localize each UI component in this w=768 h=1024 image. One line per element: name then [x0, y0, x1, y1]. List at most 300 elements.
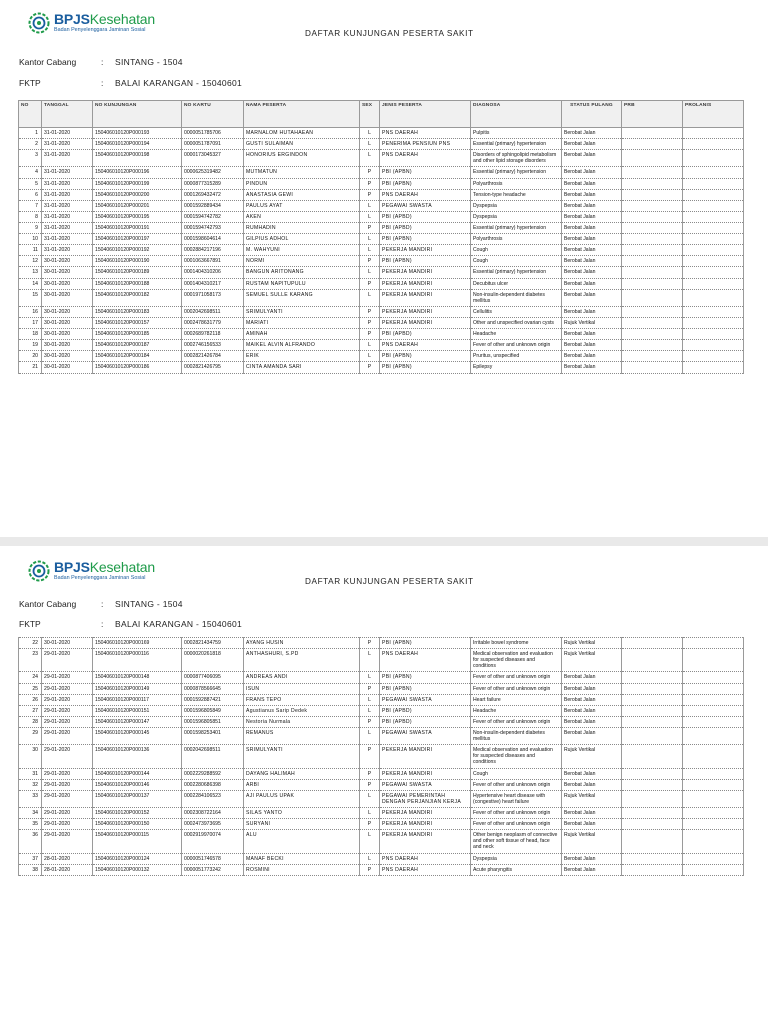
- col-header-diagnosa: DIAGNOSA: [471, 101, 562, 128]
- cell-no-kunjungan: 150406010120P000200: [93, 189, 182, 200]
- cell-jenis-peserta: PBI (APBD): [380, 222, 471, 233]
- kantor-cabang-row: [19, 57, 183, 67]
- cell-prolanis: [683, 234, 744, 245]
- cell-diagnosa: Cough: [471, 256, 562, 267]
- cell-prb: [622, 649, 683, 672]
- cell-no: 36: [19, 830, 42, 853]
- cell-no-kartu: 0001596805851: [182, 716, 244, 727]
- cell-sex: L: [360, 267, 380, 278]
- cell-no-kunjungan: 150406010120P000186: [93, 362, 182, 373]
- cell-sex: P: [360, 864, 380, 875]
- cell-diagnosa: Non-insulin-dependent diabetes mellitus: [471, 727, 562, 744]
- cell-no-kunjungan: 150406010120P000169: [93, 638, 182, 649]
- cell-diagnosa: Polyarthrosis: [471, 234, 562, 245]
- cell-no: 10: [19, 234, 42, 245]
- col-header-no-kartu: NO KARTU: [182, 101, 244, 128]
- cell-status-pulang: Berobat Jalan: [562, 128, 622, 139]
- cell-jenis-peserta: PEGAWAI SWASTA: [380, 727, 471, 744]
- cell-diagnosa: Headache: [471, 705, 562, 716]
- cell-no-kartu: 0002042698511: [182, 745, 244, 768]
- table-row: [19, 128, 744, 139]
- cell-no: 33: [19, 790, 42, 807]
- col-header-no-kunjungan: NO KUNJUNGAN: [93, 101, 182, 128]
- table-row: [19, 256, 744, 267]
- cell-nama-peserta: SRIMULYANTI: [244, 745, 360, 768]
- cell-no-kunjungan: 150406010120P000117: [93, 694, 182, 705]
- cell-no-kartu: 0001594742793: [182, 222, 244, 233]
- cell-nama-peserta: ARBI: [244, 779, 360, 790]
- cell-no: 32: [19, 779, 42, 790]
- cell-nama-peserta: MANAF BECKI: [244, 853, 360, 864]
- cell-status-pulang: Berobat Jalan: [562, 267, 622, 278]
- cell-status-pulang: Berobat Jalan: [562, 222, 622, 233]
- cell-tanggal: 30-01-2020: [42, 362, 93, 373]
- cell-nama-peserta: ALU: [244, 830, 360, 853]
- cell-tanggal: 29-01-2020: [42, 745, 93, 768]
- cell-prolanis: [683, 139, 744, 150]
- cell-jenis-peserta: PEGAWAI SWASTA: [380, 694, 471, 705]
- cell-nama-peserta: AMINAH: [244, 329, 360, 340]
- colon: :: [101, 619, 104, 629]
- table-row: [19, 150, 744, 167]
- cell-prolanis: [683, 222, 744, 233]
- cell-status-pulang: Berobat Jalan: [562, 139, 622, 150]
- colon: :: [101, 599, 104, 609]
- cell-jenis-peserta: PBI (APBD): [380, 716, 471, 727]
- logo-brand-main: BPJS: [54, 559, 90, 576]
- cell-no: 28: [19, 716, 42, 727]
- cell-sex: P: [360, 638, 380, 649]
- cell-prolanis: [683, 178, 744, 189]
- cell-no-kartu: 0000051787091: [182, 139, 244, 150]
- cell-jenis-peserta: PBI (APBN): [380, 683, 471, 694]
- cell-no: 38: [19, 864, 42, 875]
- table-row: [19, 317, 744, 328]
- cell-sex: L: [360, 200, 380, 211]
- cell-jenis-peserta: PBI (APBN): [380, 672, 471, 683]
- cell-diagnosa: Essential (primary) hypertension: [471, 167, 562, 178]
- logo-brand-accent: Kesehatan: [89, 11, 155, 28]
- cell-status-pulang: Berobat Jalan: [562, 329, 622, 340]
- cell-no-kartu: 0002919970074: [182, 830, 244, 853]
- cell-status-pulang: Berobat Jalan: [562, 853, 622, 864]
- cell-jenis-peserta: PBI (APBN): [380, 638, 471, 649]
- cell-no-kunjungan: 150406010120P000187: [93, 340, 182, 351]
- cell-no: 2: [19, 139, 42, 150]
- cell-sex: L: [360, 128, 380, 139]
- cell-prolanis: [683, 779, 744, 790]
- cell-jenis-peserta: PNS DAERAH: [380, 853, 471, 864]
- table-row: [19, 694, 744, 705]
- cell-prolanis: [683, 362, 744, 373]
- cell-prb: [622, 306, 683, 317]
- cell-jenis-peserta: PBI (APBD): [380, 329, 471, 340]
- cell-no: 17: [19, 317, 42, 328]
- cell-prb: [622, 234, 683, 245]
- cell-no: 31: [19, 768, 42, 779]
- cell-diagnosa: Epilepsy: [471, 362, 562, 373]
- cell-no-kartu: 0002284106523: [182, 790, 244, 807]
- kantor-cabang-value: SINTANG - 1504: [115, 57, 183, 67]
- document-title: DAFTAR KUNJUNGAN PESERTA SAKIT: [305, 29, 474, 38]
- cell-nama-peserta: PAULUS AYAT: [244, 200, 360, 211]
- cell-nama-peserta: SURYANI: [244, 819, 360, 830]
- cell-no-kartu: 0000051773242: [182, 864, 244, 875]
- cell-no-kartu: 0002042698511: [182, 306, 244, 317]
- cell-prolanis: [683, 683, 744, 694]
- cell-no-kartu: 0001269432472: [182, 189, 244, 200]
- cell-no-kunjungan: 150406010120P000190: [93, 256, 182, 267]
- cell-diagnosa: Hypertensive heart disease with (congestive) heart failure: [471, 790, 562, 807]
- cell-nama-peserta: PINDUN: [244, 178, 360, 189]
- cell-nama-peserta: SEMUEL SULLE KARANG: [244, 289, 360, 306]
- cell-status-pulang: Rujuk Vertikal: [562, 745, 622, 768]
- cell-prb: [622, 222, 683, 233]
- cell-no-kunjungan: 150406010120P000124: [93, 853, 182, 864]
- cell-prb: [622, 245, 683, 256]
- cell-prb: [622, 351, 683, 362]
- cell-no-kunjungan: 150406010120P000137: [93, 790, 182, 807]
- cell-jenis-peserta: PEKERJA MANDIRI: [380, 289, 471, 306]
- cell-prb: [622, 807, 683, 818]
- cell-diagnosa: Essential (primary) hypertension: [471, 139, 562, 150]
- cell-status-pulang: Berobat Jalan: [562, 256, 622, 267]
- bpjs-logo: [28, 560, 155, 582]
- cell-prolanis: [683, 672, 744, 683]
- cell-prb: [622, 705, 683, 716]
- cell-prb: [622, 329, 683, 340]
- cell-diagnosa: Fever of other and unknown origin: [471, 779, 562, 790]
- cell-no: 12: [19, 256, 42, 267]
- cell-jenis-peserta: PBI (APBD): [380, 705, 471, 716]
- cell-sex: L: [360, 211, 380, 222]
- cell-status-pulang: Berobat Jalan: [562, 245, 622, 256]
- cell-diagnosa: Disorders of sphingolipid metabolism and other lipid storage disorders: [471, 150, 562, 167]
- bpjs-emblem-icon: [28, 12, 50, 34]
- cell-prolanis: [683, 745, 744, 768]
- cell-sex: L: [360, 150, 380, 167]
- table-row: [19, 745, 744, 768]
- kantor-cabang-row: [19, 599, 183, 609]
- cell-tanggal: 30-01-2020: [42, 340, 93, 351]
- cell-no-kunjungan: 150406010120P000150: [93, 819, 182, 830]
- col-header-status-pulang: STATUS PULANG: [562, 101, 622, 128]
- cell-nama-peserta: AKEN: [244, 211, 360, 222]
- cell-jenis-peserta: PNS DAERAH: [380, 150, 471, 167]
- cell-tanggal: 29-01-2020: [42, 683, 93, 694]
- cell-no-kunjungan: 150406010120P000195: [93, 211, 182, 222]
- cell-sex: L: [360, 351, 380, 362]
- col-header-sex: SEX: [360, 101, 380, 128]
- cell-status-pulang: Rujuk Vertikal: [562, 317, 622, 328]
- fktp-value: BALAI KARANGAN - 15040601: [115, 619, 243, 629]
- cell-tanggal: 31-01-2020: [42, 211, 93, 222]
- bpjs-logo: [28, 12, 155, 34]
- logo-brand-main: BPJS: [54, 11, 90, 28]
- cell-status-pulang: Berobat Jalan: [562, 819, 622, 830]
- cell-status-pulang: Berobat Jalan: [562, 234, 622, 245]
- cell-diagnosa: Cellulitis: [471, 306, 562, 317]
- cell-sex: P: [360, 745, 380, 768]
- cell-tanggal: 29-01-2020: [42, 705, 93, 716]
- cell-no-kartu: 0000877315289: [182, 178, 244, 189]
- cell-prolanis: [683, 128, 744, 139]
- cell-jenis-peserta: PEKERJA MANDIRI: [380, 768, 471, 779]
- cell-prolanis: [683, 638, 744, 649]
- cell-prolanis: [683, 864, 744, 875]
- cell-sex: P: [360, 329, 380, 340]
- table-row: [19, 222, 744, 233]
- cell-nama-peserta: SILAS YANTO: [244, 807, 360, 818]
- cell-no-kartu: 0002229288592: [182, 768, 244, 779]
- col-header-no: NO: [19, 101, 42, 128]
- cell-sex: L: [360, 705, 380, 716]
- cell-diagnosa: Pruritus, unspecified: [471, 351, 562, 362]
- table-row: [19, 864, 744, 875]
- cell-status-pulang: Berobat Jalan: [562, 178, 622, 189]
- cell-jenis-peserta: PBI (APBN): [380, 362, 471, 373]
- cell-status-pulang: Berobat Jalan: [562, 150, 622, 167]
- cell-prb: [622, 289, 683, 306]
- cell-prolanis: [683, 853, 744, 864]
- table-row: [19, 819, 744, 830]
- cell-tanggal: 28-01-2020: [42, 853, 93, 864]
- cell-status-pulang: Berobat Jalan: [562, 672, 622, 683]
- cell-no-kunjungan: 150406010120P000197: [93, 234, 182, 245]
- cell-diagnosa: Essential (primary) hypertension: [471, 267, 562, 278]
- cell-prb: [622, 178, 683, 189]
- cell-no-kartu: 0000625319482: [182, 167, 244, 178]
- cell-no-kunjungan: 150406010120P000151: [93, 705, 182, 716]
- cell-tanggal: 31-01-2020: [42, 222, 93, 233]
- table-row: [19, 638, 744, 649]
- cell-no: 13: [19, 267, 42, 278]
- cell-no-kunjungan: 150406010120P000144: [93, 768, 182, 779]
- cell-jenis-peserta: PEKERJA MANDIRI: [380, 317, 471, 328]
- cell-status-pulang: Berobat Jalan: [562, 362, 622, 373]
- cell-tanggal: 28-01-2020: [42, 864, 93, 875]
- cell-diagnosa: Acute pharyngitis: [471, 864, 562, 875]
- cell-no-kartu: 0002689782118: [182, 329, 244, 340]
- cell-diagnosa: Heart failure: [471, 694, 562, 705]
- cell-jenis-peserta: PEGAWAI SWASTA: [380, 200, 471, 211]
- cell-no-kartu: 0000020261818: [182, 649, 244, 672]
- cell-nama-peserta: GILPIUS ADHOL: [244, 234, 360, 245]
- cell-status-pulang: Berobat Jalan: [562, 340, 622, 351]
- cell-no-kartu: 0002884217196: [182, 245, 244, 256]
- cell-tanggal: 29-01-2020: [42, 830, 93, 853]
- cell-jenis-peserta: PEGAWAI SWASTA: [380, 779, 471, 790]
- visit-table-page-1: [18, 100, 744, 374]
- table-row: [19, 178, 744, 189]
- cell-no-kunjungan: 150406010120P000199: [93, 178, 182, 189]
- cell-no-kunjungan: 150406010120P000182: [93, 289, 182, 306]
- cell-no-kunjungan: 150406010120P000196: [93, 167, 182, 178]
- cell-tanggal: 30-01-2020: [42, 267, 93, 278]
- cell-no-kunjungan: 150406010120P000198: [93, 150, 182, 167]
- cell-no-kunjungan: 150406010120P000147: [93, 716, 182, 727]
- cell-no-kunjungan: 150406010120P000146: [93, 779, 182, 790]
- cell-diagnosa: Decubitus ulcer: [471, 278, 562, 289]
- table-row: [19, 727, 744, 744]
- cell-nama-peserta: ANTHASHURI, S.PD: [244, 649, 360, 672]
- cell-prolanis: [683, 289, 744, 306]
- cell-tanggal: 31-01-2020: [42, 189, 93, 200]
- cell-no-kunjungan: 150406010120P000149: [93, 683, 182, 694]
- cell-sex: L: [360, 672, 380, 683]
- cell-sex: P: [360, 306, 380, 317]
- cell-no: 29: [19, 727, 42, 744]
- cell-nama-peserta: RUMHADIN: [244, 222, 360, 233]
- cell-no-kartu: 0002308722164: [182, 807, 244, 818]
- table-row: [19, 853, 744, 864]
- cell-no: 8: [19, 211, 42, 222]
- cell-jenis-peserta: PNS DAERAH: [380, 128, 471, 139]
- cell-tanggal: 30-01-2020: [42, 306, 93, 317]
- cell-status-pulang: Berobat Jalan: [562, 705, 622, 716]
- table-row: [19, 705, 744, 716]
- cell-diagnosa: Dyspepsia: [471, 853, 562, 864]
- table-row: [19, 278, 744, 289]
- cell-prolanis: [683, 819, 744, 830]
- cell-tanggal: 31-01-2020: [42, 200, 93, 211]
- cell-diagnosa: Fever of other and unknown origin: [471, 340, 562, 351]
- cell-prolanis: [683, 211, 744, 222]
- kantor-cabang-value: SINTANG - 1504: [115, 599, 183, 609]
- cell-no-kartu: 0001592887421: [182, 694, 244, 705]
- cell-diagnosa: Headache: [471, 329, 562, 340]
- cell-no: 16: [19, 306, 42, 317]
- cell-no: 21: [19, 362, 42, 373]
- cell-nama-peserta: ANASTASIA GEWI: [244, 189, 360, 200]
- cell-no: 20: [19, 351, 42, 362]
- cell-prolanis: [683, 167, 744, 178]
- table-row: [19, 362, 744, 373]
- cell-no-kartu: 0001596805849: [182, 705, 244, 716]
- logo-brand-sub: Badan Penyelenggara Jaminan Sosial: [54, 575, 146, 582]
- cell-sex: P: [360, 256, 380, 267]
- cell-sex: P: [360, 716, 380, 727]
- cell-no: 25: [19, 683, 42, 694]
- cell-no-kartu: 0001971058173: [182, 289, 244, 306]
- cell-sex: P: [360, 779, 380, 790]
- cell-sex: P: [360, 189, 380, 200]
- cell-diagnosa: Irritable bowel syndrome: [471, 638, 562, 649]
- cell-no: 4: [19, 167, 42, 178]
- cell-no: 15: [19, 289, 42, 306]
- cell-nama-peserta: MUTMATUN: [244, 167, 360, 178]
- cell-no: 6: [19, 189, 42, 200]
- cell-jenis-peserta: PEKERJA MANDIRI: [380, 745, 471, 768]
- cell-tanggal: 29-01-2020: [42, 790, 93, 807]
- cell-no-kartu: 0001063667891: [182, 256, 244, 267]
- cell-tanggal: 30-01-2020: [42, 638, 93, 649]
- cell-nama-peserta: NORMI: [244, 256, 360, 267]
- cell-diagnosa: Cough: [471, 245, 562, 256]
- cell-no-kartu: 0001404310217: [182, 278, 244, 289]
- cell-no-kunjungan: 150406010120P000193: [93, 128, 182, 139]
- cell-tanggal: 29-01-2020: [42, 727, 93, 744]
- cell-no-kartu: 0000173045327: [182, 150, 244, 167]
- cell-diagnosa: Fever of other and unknown origin: [471, 672, 562, 683]
- cell-no-kartu: 0000051746578: [182, 853, 244, 864]
- cell-sex: L: [360, 245, 380, 256]
- table-header-row: [19, 101, 744, 128]
- cell-status-pulang: Berobat Jalan: [562, 167, 622, 178]
- cell-prb: [622, 256, 683, 267]
- cell-no-kunjungan: 150406010120P000201: [93, 200, 182, 211]
- cell-prolanis: [683, 150, 744, 167]
- cell-jenis-peserta: PNS DAERAH: [380, 649, 471, 672]
- cell-prolanis: [683, 256, 744, 267]
- cell-no-kartu: 0002473973695: [182, 819, 244, 830]
- cell-tanggal: 29-01-2020: [42, 779, 93, 790]
- cell-jenis-peserta: PBI (APBD): [380, 211, 471, 222]
- table-row: [19, 672, 744, 683]
- col-header-jenis-peserta: JENIS PESERTA: [380, 101, 471, 128]
- cell-prolanis: [683, 329, 744, 340]
- cell-no-kunjungan: 150406010120P000148: [93, 672, 182, 683]
- cell-no: 23: [19, 649, 42, 672]
- cell-jenis-peserta: PBI (APBN): [380, 234, 471, 245]
- cell-tanggal: 31-01-2020: [42, 245, 93, 256]
- cell-sex: L: [360, 853, 380, 864]
- cell-diagnosa: Other and unspecified ovarian cysts: [471, 317, 562, 328]
- cell-prb: [622, 853, 683, 864]
- cell-prolanis: [683, 189, 744, 200]
- cell-sex: P: [360, 317, 380, 328]
- page-separator: [0, 537, 768, 546]
- cell-prb: [622, 211, 683, 222]
- cell-no: 18: [19, 329, 42, 340]
- cell-no-kartu: 0000877406095: [182, 672, 244, 683]
- cell-status-pulang: Berobat Jalan: [562, 211, 622, 222]
- cell-sex: L: [360, 807, 380, 818]
- cell-nama-peserta: HONORIUS ERGINDON: [244, 150, 360, 167]
- col-header-prolanis: PROLANIS: [683, 101, 744, 128]
- table-row: [19, 768, 744, 779]
- cell-nama-peserta: ROSMINI: [244, 864, 360, 875]
- cell-prb: [622, 779, 683, 790]
- col-header-nama-peserta: NAMA PESERTA: [244, 101, 360, 128]
- cell-diagnosa: Fever of other and unknown origin: [471, 716, 562, 727]
- cell-diagnosa: Medical observation and evaluation for suspected diseases and conditions: [471, 649, 562, 672]
- cell-jenis-peserta: PBI (APBN): [380, 351, 471, 362]
- cell-prb: [622, 317, 683, 328]
- table-row: [19, 234, 744, 245]
- cell-prolanis: [683, 694, 744, 705]
- cell-prb: [622, 362, 683, 373]
- cell-no-kunjungan: 150406010120P000145: [93, 727, 182, 744]
- cell-jenis-peserta: PNS DAERAH: [380, 189, 471, 200]
- cell-sex: P: [360, 178, 380, 189]
- cell-jenis-peserta: PEKERJA MANDIRI: [380, 245, 471, 256]
- cell-no-kartu: 0001404310206: [182, 267, 244, 278]
- cell-status-pulang: Berobat Jalan: [562, 807, 622, 818]
- cell-no: 19: [19, 340, 42, 351]
- cell-jenis-peserta: PEGAWAI PEMERINTAH DENGAN PERJANJIAN KERJA: [380, 790, 471, 807]
- col-header-tanggal: TANGGAL: [42, 101, 93, 128]
- cell-no-kartu: 0000878566645: [182, 683, 244, 694]
- cell-status-pulang: Berobat Jalan: [562, 289, 622, 306]
- cell-no: 30: [19, 745, 42, 768]
- cell-diagnosa: Medical observation and evaluation for suspected diseases and conditions: [471, 745, 562, 768]
- cell-no-kartu: 0001598253401: [182, 727, 244, 744]
- cell-sex: P: [360, 362, 380, 373]
- cell-tanggal: 30-01-2020: [42, 256, 93, 267]
- cell-diagnosa: Pulpitis: [471, 128, 562, 139]
- cell-prolanis: [683, 340, 744, 351]
